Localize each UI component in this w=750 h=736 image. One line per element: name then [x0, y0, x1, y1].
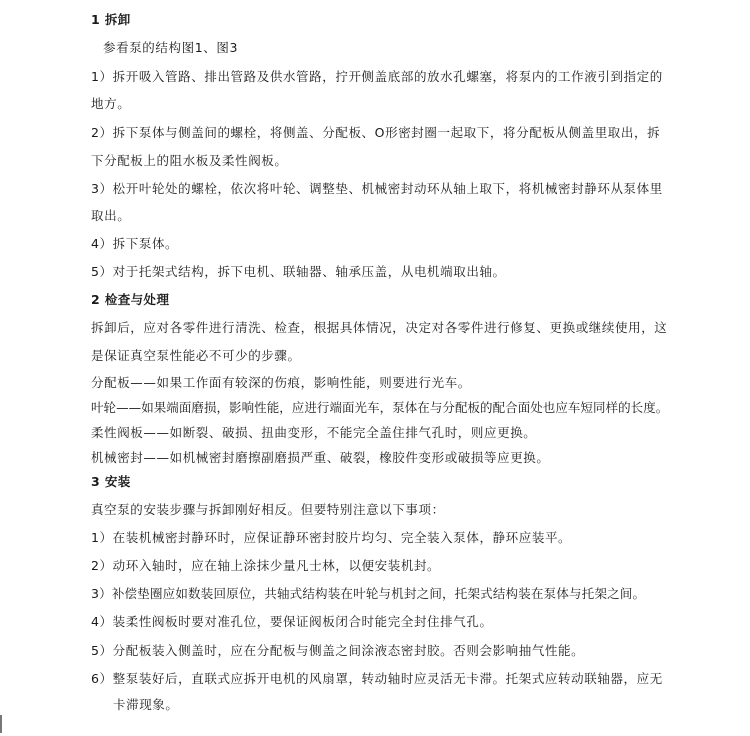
install-step-3: 3）补偿垫圈应如数装回原位，共轴式结构装在叶轮与机封之间，托架式结构装在泵体与托架之间。 — [91, 586, 646, 601]
check-item-distribution-plate: 分配板——如果工作面有较深的伤痕，影响性能，则要进行光车。 — [91, 375, 471, 390]
step-1-line-2: 地方。 — [91, 96, 131, 111]
install-step-4: 4）装柔性阀板时要对准孔位，要保证阀板闭合时能完全封住排气孔。 — [91, 614, 493, 629]
step-3-line-1: 3）松开叶轮处的螺栓，依次将叶轮、调整垫、机械密封动环从轴上取下，将机械密封静环从泵体里 — [91, 181, 663, 196]
section-1-intro: 参看泵的结构图1、图3 — [103, 40, 239, 55]
check-item-flexible-valve: 柔性阀板——如断裂、破损、扭曲变形，不能完全盖住排气孔时，则应更换。 — [91, 425, 537, 440]
page-edge-mark — [0, 715, 2, 733]
section-2-para-line-2: 是保证真空泵性能必不可少的步骤。 — [91, 348, 301, 363]
section-3-intro: 真空泵的安装步骤与拆卸刚好相反。但要特别注意以下事项： — [91, 502, 445, 517]
install-step-1: 1）在装机械密封静环时，应保证静环密封胶片均匀、完全装入泵体，静环应装平。 — [91, 530, 572, 545]
step-3-line-2: 取出。 — [91, 208, 131, 223]
check-item-mechanical-seal: 机械密封——如机械密封磨擦副磨损严重、破裂，橡胶件变形或破损等应更换。 — [91, 450, 550, 465]
section-2-heading: 2 检查与处理 — [91, 292, 170, 307]
step-2-line-2: 下分配板上的阻水板及柔性阀板。 — [91, 153, 288, 168]
install-step-2: 2）动环入轴时，应在轴上涂抹少量凡士林，以便安装机封。 — [91, 558, 441, 573]
section-3-heading: 3 安装 — [91, 474, 131, 489]
install-step-6-line-1: 6）整泵装好后，直联式应拆开电机的风扇罩，转动轴时应灵活无卡滞。托架式应转动联轴器，应无 — [91, 671, 663, 686]
section-2-para-line-1: 拆卸后，应对各零件进行清洗、检查，根据具体情况，决定对各零件进行修复、更换或继续使用，这 — [91, 320, 668, 335]
install-step-6-line-2: 卡滞现象。 — [113, 697, 179, 712]
step-4: 4）拆下泵体。 — [91, 236, 179, 251]
install-step-5: 5）分配板装入侧盖时，应在分配板与侧盖之间涂液态密封胶。否则会影响抽气性能。 — [91, 643, 585, 658]
section-1-heading: 1 拆卸 — [91, 12, 131, 27]
step-2-line-1: 2）拆下泵体与侧盖间的螺栓，将侧盖、分配板、O形密封圈一起取下，将分配板从侧盖里取出，拆 — [91, 125, 661, 140]
check-item-impeller: 叶轮——如果端面磨损，影响性能，应进行端面光车，泵体在与分配板的配合面处也应车短同样的长度。 — [91, 400, 669, 415]
step-1-line-1: 1）拆开吸入管路、排出管路及供水管路，拧开侧盖底部的放水孔螺塞，将泵内的工作液引到指定的 — [91, 69, 663, 84]
step-5: 5）对于托架式结构，拆下电机、联轴器、轴承压盖，从电机端取出轴。 — [91, 264, 506, 279]
